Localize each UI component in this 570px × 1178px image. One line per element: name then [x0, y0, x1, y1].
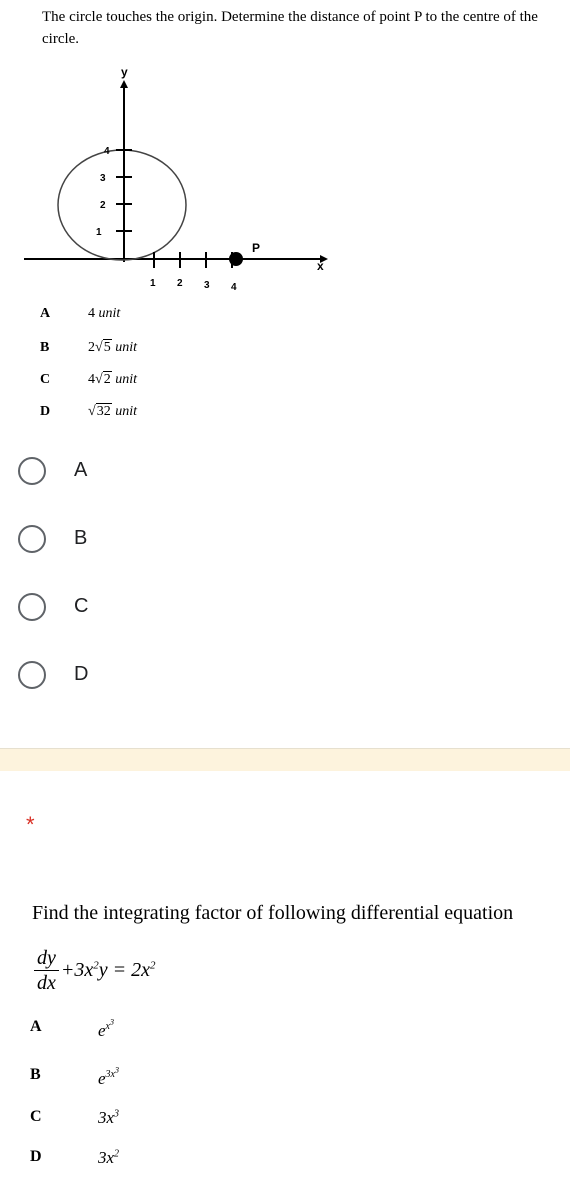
option-letter: C — [40, 372, 51, 387]
option-letter: D — [30, 1148, 42, 1165]
section-divider — [0, 748, 570, 771]
y-tick-label-2: 2 — [100, 200, 106, 211]
point-p — [229, 252, 243, 266]
required-marker: * — [26, 812, 35, 837]
sqrt-symbol: √5 — [95, 340, 111, 355]
x-axis-label: x — [317, 259, 324, 273]
y-axis-label: y — [121, 65, 128, 79]
question-2-text: Find the integrating factor of following differential equation — [32, 902, 514, 924]
sqrt-symbol: √32 — [88, 404, 111, 419]
radio-label[interactable]: A — [74, 459, 88, 481]
option-value: √32 unit — [88, 404, 137, 419]
radio-button[interactable] — [18, 661, 46, 689]
x-tick-label-4: 4 — [231, 282, 237, 292]
sqrt-symbol: √2 — [95, 372, 111, 387]
point-p-label: P — [252, 241, 261, 255]
option-letter: A — [30, 1018, 42, 1035]
radio-button[interactable] — [18, 593, 46, 621]
derivative-fraction: $\frac{dy}{dx}$ — [34, 946, 59, 995]
option-value: $e^{x^3}$ — [98, 1018, 114, 1040]
radio-button[interactable] — [18, 457, 46, 485]
option-value: 2√5 unit — [88, 340, 137, 355]
circle-diagram — [20, 62, 340, 292]
x-tick-label-2: 2 — [177, 278, 183, 289]
equation-rest: $+3x^2y = 2x^2$ — [60, 958, 156, 981]
question-1-text: The circle touches the origin. Determine the distance of point P to the centre of the circle. — [42, 9, 538, 47]
option-letter: B — [40, 340, 50, 355]
y-tick-label-3: 3 — [100, 173, 106, 184]
option-value: $e^{3x^3}$ — [98, 1066, 119, 1088]
radio-label[interactable]: C — [74, 595, 89, 617]
option-value: 4 unit — [88, 306, 121, 321]
option-value: $3x^3$ — [98, 1108, 120, 1127]
x-tick-label-3: 3 — [204, 280, 210, 291]
option-letter: B — [30, 1066, 41, 1083]
option-value: 4√2 unit — [88, 372, 137, 387]
y-axis-arrow-icon — [120, 80, 128, 88]
radio-label[interactable]: D — [74, 663, 89, 685]
option-letter: C — [30, 1108, 42, 1125]
y-tick-label-4: 4 — [104, 146, 110, 157]
option-letter: D — [40, 404, 51, 419]
x-tick-label-1: 1 — [150, 278, 156, 289]
option-letter: A — [40, 306, 51, 321]
y-tick-label-1: 1 — [96, 227, 102, 238]
option-value: $3x^2$ — [98, 1148, 120, 1167]
radio-button[interactable] — [18, 525, 46, 553]
differential-equation — [34, 940, 156, 1000]
radio-label[interactable]: B — [74, 527, 88, 549]
